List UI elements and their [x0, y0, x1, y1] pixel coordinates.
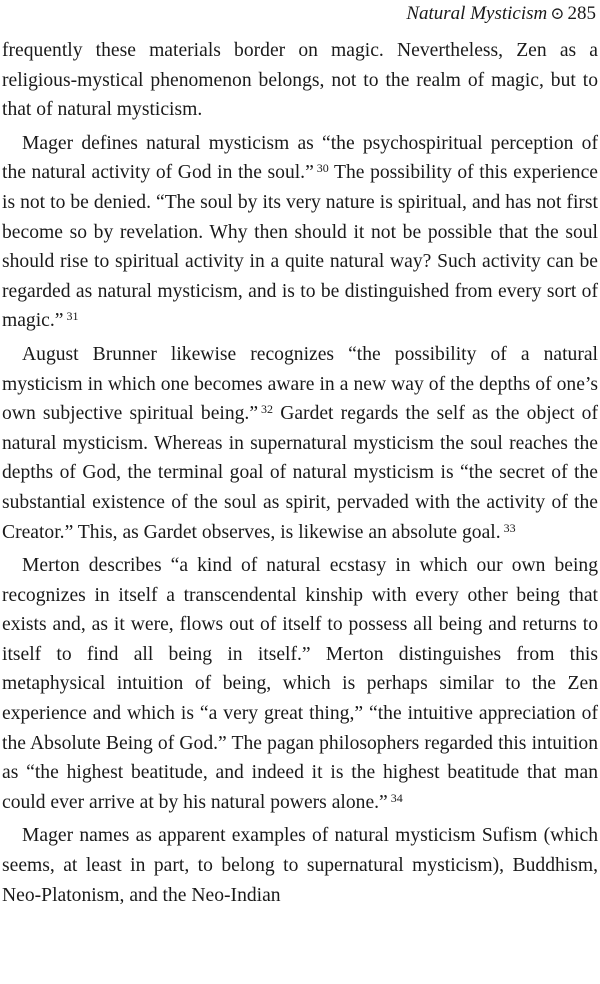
footnote-ref: 34 — [390, 790, 403, 805]
paragraph-text: Merton describes “a kind of natural ecstasy in which our own being recognizes in itself a transcendental kinship with every other being that exists and, as it were, flows out of itself to possess all being and returns to itself to find all being in itself.” Merton distinguishes from this metaphysical intuition of being, which is perhaps similar to the Zen experience and which is “a very great thing,” “the intuitive appreciation of the Absolute Being of God.” The pagan philosophers regarded this intuition as “the highest beatitude, and indeed it is the highest beatitude that man could ever arrive at by his natural powers alone.” — [2, 555, 598, 813]
footnote-ref: 33 — [503, 520, 516, 535]
running-title: Natural Mysticism — [406, 3, 548, 24]
paragraph-text: August Brunner likewise recognizes “the possibility of a natural mysticism in which one becomes aware in a new way of the depths of one’s own subjective spiritual being.” — [2, 343, 598, 425]
paragraph-mager-definition — [2, 129, 598, 336]
page-number: 285 — [567, 3, 596, 24]
footnote-ref: 31 — [66, 309, 79, 324]
paragraph-merton — [2, 551, 598, 817]
footnote-ref: 32 — [261, 402, 274, 417]
paragraph-text: frequently these materials border on magic. Nevertheless, Zen as a religious-mystical phenomenon belongs, not to the realm of magic, but to that of natural mysticism. — [2, 40, 598, 121]
footnote-ref: 30 — [316, 161, 329, 176]
paragraph-text: Mager defines natural mysticism as “the psychospiritual perception of the natural activity of God in the soul.” — [2, 132, 598, 184]
paragraph-brunner — [2, 340, 598, 547]
paragraph-mager-examples — [2, 821, 598, 910]
body-text — [2, 36, 598, 910]
paragraph-text: The possibility of this experience is not to be denied. “The soul by its very nature is spiritual, and has not first become so by revelation. Why then should it not be possible that the soul should rise to spiritual activity in a quite natural way? Such activity can be regarded as natural mysticism, and is to be distinguished from every sort of magic.” — [2, 162, 599, 332]
circle-dot-icon: ⊙ — [550, 4, 565, 23]
paragraph-text: Mager names as apparent examples of natural mysticism Sufism (which seems, at least in part, to belong to supernatural mysticism), Buddhism, Neo-Platonism, and the Neo-Indian — [2, 825, 598, 906]
running-header — [406, 2, 596, 26]
paragraph-text: Gardet regards the self as the object of natural mysticism. Whereas in supernatural mysticism the soul reaches the depths of God, the terminal goal of natural mysticism is “the secret of the substantial existence of the soul as spirit, pervaded with the activity of the Creator.” This, as Gardet observes, is likewise an absolute goal. — [2, 403, 599, 543]
paragraph-continued — [2, 36, 598, 125]
